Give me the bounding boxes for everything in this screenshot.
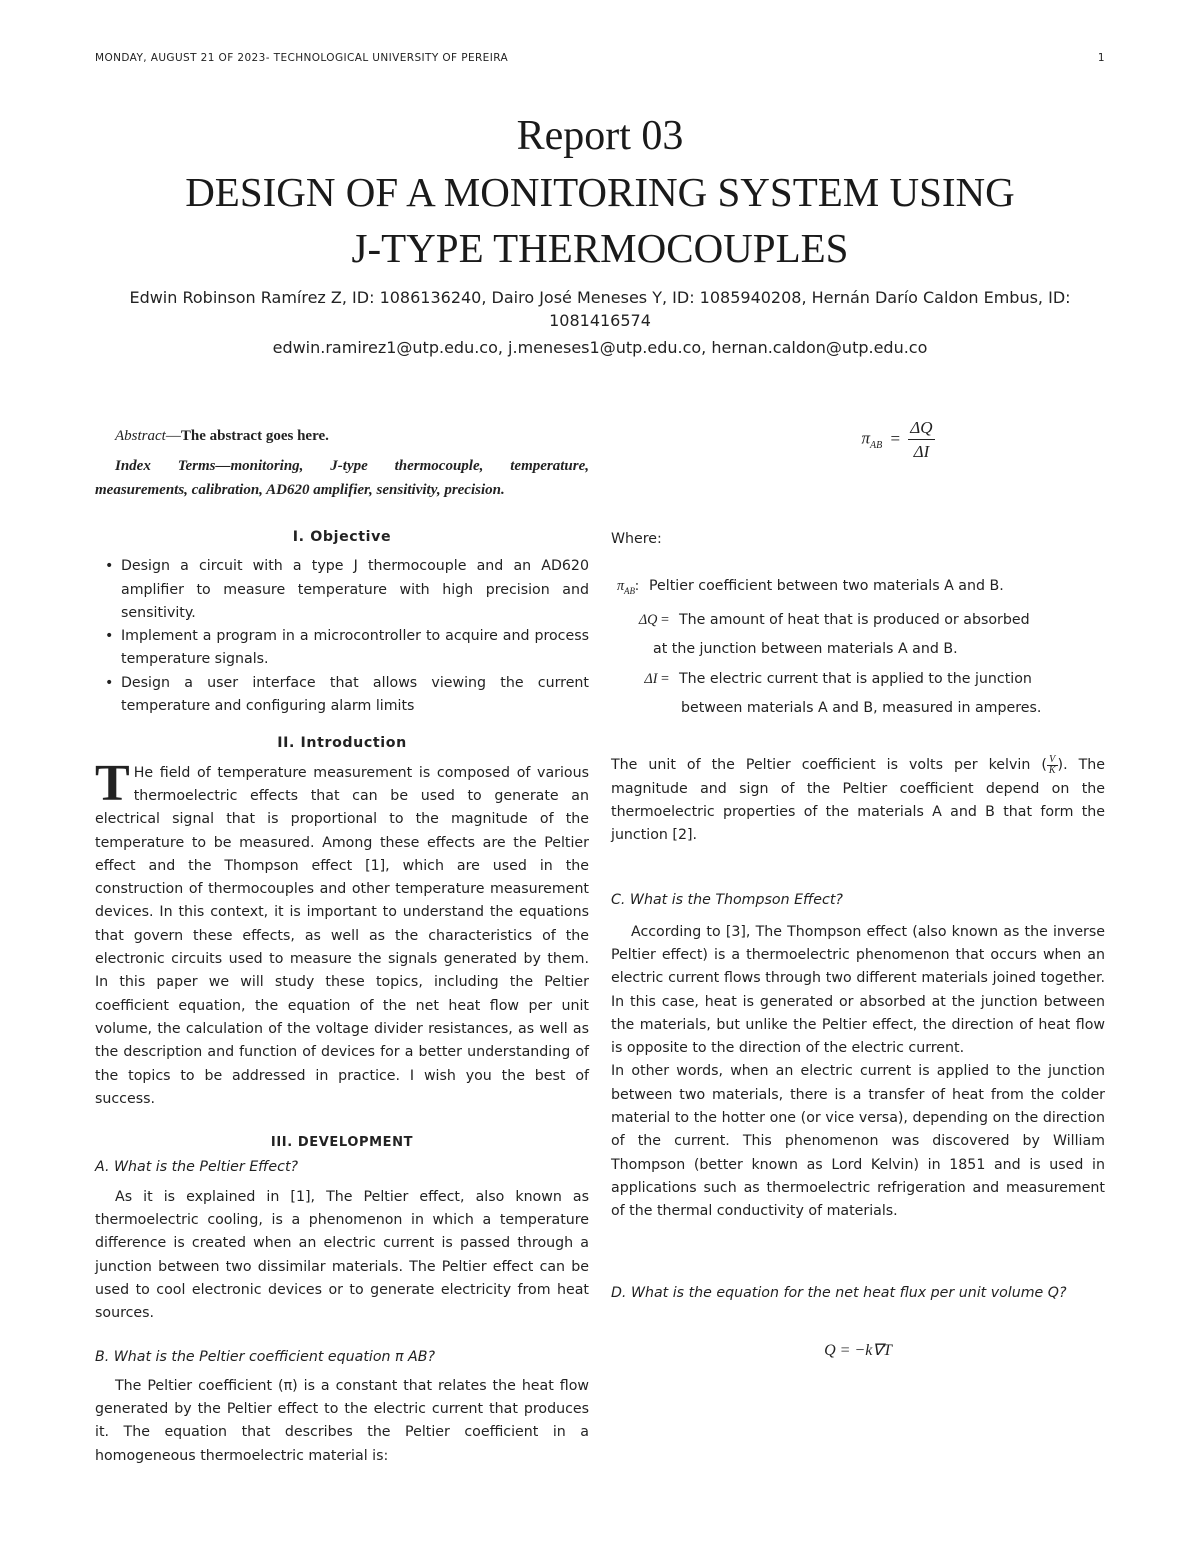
drop-cap: T — [95, 754, 130, 812]
abstract-dash: — — [165, 428, 181, 444]
definition-row — [611, 609, 1105, 632]
right-column — [611, 416, 1105, 1362]
objective-item: • Design a user interface that allows viewing the current temperature and configuring alarm limits — [109, 672, 589, 719]
development-heading: III. DEVELOPMENT — [270, 1135, 414, 1151]
eq-fraction — [908, 416, 934, 464]
subsection-c-title: C. What is the Thompson Effect? — [611, 892, 843, 909]
introduction-heading: II. Introduction — [277, 735, 407, 752]
paper-title-line-2: J-TYPE THERMOCOUPLES — [351, 225, 849, 271]
definition-row — [611, 668, 1105, 691]
subsection-c-text: According to [3], The Thompson effect (also known as the inverse Peltier effect) is a thermoelectric phenomenon that occurs when an electric current flows through two different materials joined together. In this case, heat is generated or absorbed at the junction between the materials, but unlike the Peltier effect, the direction of heat flow is opposite to the direction of the electric current. — [611, 923, 1105, 1057]
definition-continuation: at the junction between materials A and B. — [653, 641, 958, 658]
eq-lhs: π — [861, 428, 870, 448]
subsection-d-title: D. What is the equation for the net heat flux per unit volume Q? — [611, 1284, 1067, 1301]
where-definitions — [611, 575, 1105, 720]
subsection-c-text-2: In other words, when an electric current is applied to the junction between two materials, there is a transfer of heat from the colder material to the hotter one (or vice versa), depending on the direction of the current. This phenomenon was discovered by William Thompson (better known as Lord Kelvin) in 1851 and is used in applications such as thermoelectric refrigeration and measurement of the thermal conductivity of materials. — [611, 1063, 1105, 1220]
author-list: Edwin Robinson Ramírez Z, ID: 1086136240, Dairo José Meneses Y, ID: 1085940208, Hernán Darío Caldon Embus, ID: 1081416574 — [129, 288, 1071, 330]
objective-item: • Design a circuit with a type J thermocouple and an AD620 amplifier to measure temperature with high precision and sensitivity. — [109, 555, 589, 625]
subsection-b-text: The Peltier coefficient (π) is a constant that relates the heat flow generated by the Peltier effect to the electric current that produces it. The equation that describes the Peltier coefficient in a homogeneous thermoelectric material is: — [95, 1377, 589, 1464]
peltier-equation — [611, 416, 1105, 464]
subsection-a-text: As it is explained in [1], The Peltier effect, also known as thermoelectric cooling, is a phenomenon in which a temperature difference is created when an electric current is passed through a junction between two dissimilar materials. The Peltier effect can be used to cool electronic devices or to generate electricity from heat sources. — [95, 1188, 589, 1322]
definition-symbol: ΔI = — [644, 670, 669, 687]
definition-row — [611, 575, 1105, 603]
unit-fraction: $\frac{V}{K}$ — [1048, 753, 1056, 776]
definition-text: The electric current that is applied to the junction — [679, 670, 1032, 687]
abstract-label: Abstract — [115, 428, 166, 444]
abstract-text: The abstract goes here. — [180, 428, 329, 444]
definition-symbol: $\pi_{AB}$: — [616, 577, 639, 596]
page-number: 1 — [1097, 52, 1105, 64]
abstract — [115, 424, 589, 448]
eq-numerator: ΔQ — [908, 416, 934, 440]
subsection-b-title: B. What is the Peltier coefficient equation π AB? — [95, 1348, 436, 1365]
index-terms: Index Terms—monitoring, J-type thermocouple, temperature, measurements, calibration, AD620 amplifier, sensitivity, precision. — [95, 458, 589, 498]
definition-continuation: between materials A and B, measured in amperes. — [681, 699, 1042, 716]
objective-item: • Implement a program in a microcontroller to acquire and process temperature signals. — [109, 625, 589, 672]
eq-equals: = — [890, 428, 901, 448]
running-title: MONDAY, AUGUST 21 OF 2023- TECHNOLOGICAL UNIVERSITY OF PEREIRA — [95, 52, 509, 64]
introduction-paragraph — [95, 754, 589, 1111]
report-title: Report 03 — [516, 113, 684, 159]
paper-title-line-1: DESIGN OF A MONITORING SYSTEM USING — [185, 169, 1015, 215]
where-label: Where: — [611, 530, 662, 547]
objective-heading: I. Objective — [292, 529, 392, 545]
introduction-text: He field of temperature measurement is composed of various thermoelectric effects that can be used to generate an electrical signal that is proportional to the magnitude of the temperature to be measured. Among these effects are the Peltier effect and the Thompson effect [1], which are used in the construction of thermocouples and other temperature measurement devices. In this context, it is important to understand the equations that govern these effects, as well as the characteristics of the electronic circuits used to measure the signals generated by them. In this paper we will study these topics, including the Peltier coefficient equation, the equation of the net heat flow per unit volume, the calculation of the voltage divider resistances, as well as the description and function of devices for a better understanding of the topics to be addressed in practice. I wish you the best of success. — [95, 764, 589, 1107]
eq-denominator: ΔI — [913, 442, 930, 462]
author-emails: edwin.ramirez1@utp.edu.co, j.meneses1@utp.edu.co, hernan.caldon@utp.edu.co — [272, 338, 928, 357]
eq-lhs-sub: AB — [869, 440, 883, 452]
peltier-unit-paragraph: The unit of the Peltier coefficient is volts per kelvin ( $\frac{V}{K}$ ). The magnitude and sign of the Peltier coefficient depend on the thermoelectric properties of the materials A and B that form the junction [2]. — [611, 753, 1105, 844]
left-column — [95, 424, 589, 1468]
definition-text: Peltier coefficient between two materials A and B. — [649, 577, 1004, 594]
definition-text: The amount of heat that is produced or absorbed — [679, 612, 1030, 629]
heat-flux-equation: Q = −k∇T — [824, 1341, 892, 1359]
subsection-a-title: A. What is the Peltier Effect? — [95, 1159, 299, 1176]
title-block — [80, 108, 1120, 359]
definition-symbol: ΔQ = — [638, 612, 669, 629]
running-header — [95, 52, 1105, 66]
objective-list — [95, 555, 589, 718]
